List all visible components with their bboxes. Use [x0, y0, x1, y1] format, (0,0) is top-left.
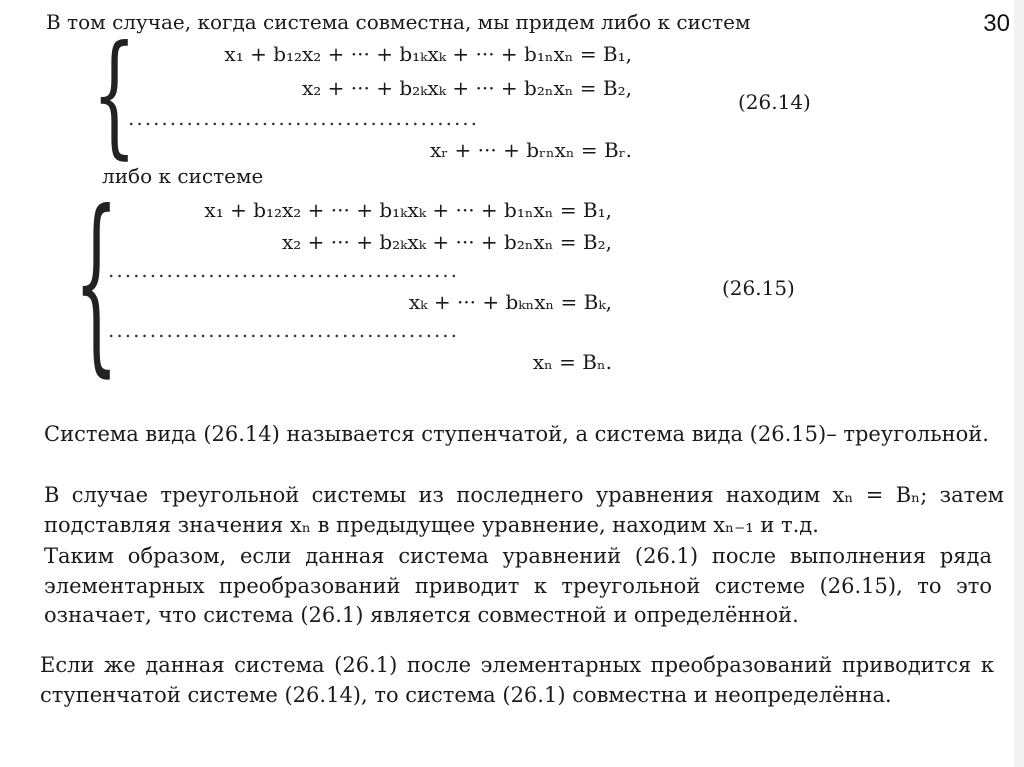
ellipsis-row: ..........................................	[108, 318, 460, 342]
equation-row: xₖ + ··· + bₖₙxₙ = Bₖ,	[408, 290, 612, 314]
paragraph: В случае треугольной системы из последнего уравнения находим xₙ = Bₙ; затем подставляя значения xₙ в предыдущее уравнение, находим xₙ₋₁ и т.д.	[44, 483, 1004, 537]
intro-line-2: либо к системе	[102, 164, 264, 188]
equation-number: (26.15)	[722, 276, 795, 300]
paragraph-stepped	[40, 651, 994, 710]
paragraph: Система вида (26.14) называется ступенчатой, а система вида (26.15)– треугольной.	[44, 422, 989, 446]
equation-row: xₙ = Bₙ.	[532, 350, 612, 374]
equation-number: (26.14)	[738, 90, 811, 114]
slide-edge	[1014, 0, 1024, 767]
paragraph-conclusion	[44, 542, 992, 631]
ellipsis-row: ..........................................	[108, 258, 460, 282]
left-brace-icon: {	[92, 16, 137, 173]
equation-row: x₂ + ··· + b₂ₖxₖ + ··· + b₂ₙxₙ = B₂,	[302, 76, 632, 100]
intro-line: В том случае, когда система совместна, мы придем либо к систем	[46, 10, 751, 34]
left-brace-icon: {	[74, 169, 119, 395]
equation-row: x₁ + b₁₂x₂ + ··· + b₁ₖxₖ + ··· + b₁ₙxₙ = B₁,	[224, 42, 632, 66]
equation-row: x₁ + b₁₂x₂ + ··· + b₁ₖxₖ + ··· + b₁ₙxₙ = B₁,	[204, 198, 612, 222]
equation-row: x₂ + ··· + b₂ₖxₖ + ··· + b₂ₙxₙ = B₂,	[282, 230, 612, 254]
paragraph: Таким образом, если данная система уравнений (26.1) после выполнения ряда элементарных преобразований приводит к треугольной системе (26.15), то это означает, что система (26.1) является совместной и определённой.	[44, 544, 992, 627]
paragraph: Если же данная система (26.1) после элементарных преобразований приводится к ступенчатой системе (26.14), то система (26.1) совместна и неопределённа.	[40, 653, 994, 707]
paragraph-definitions	[44, 420, 1006, 450]
ellipsis-row: ..........................................	[128, 106, 480, 130]
equation-row: xᵣ + ··· + bᵣₙxₙ = Bᵣ.	[429, 138, 632, 162]
page-number: 30	[983, 10, 1010, 37]
paragraph-triangular	[44, 481, 1004, 540]
